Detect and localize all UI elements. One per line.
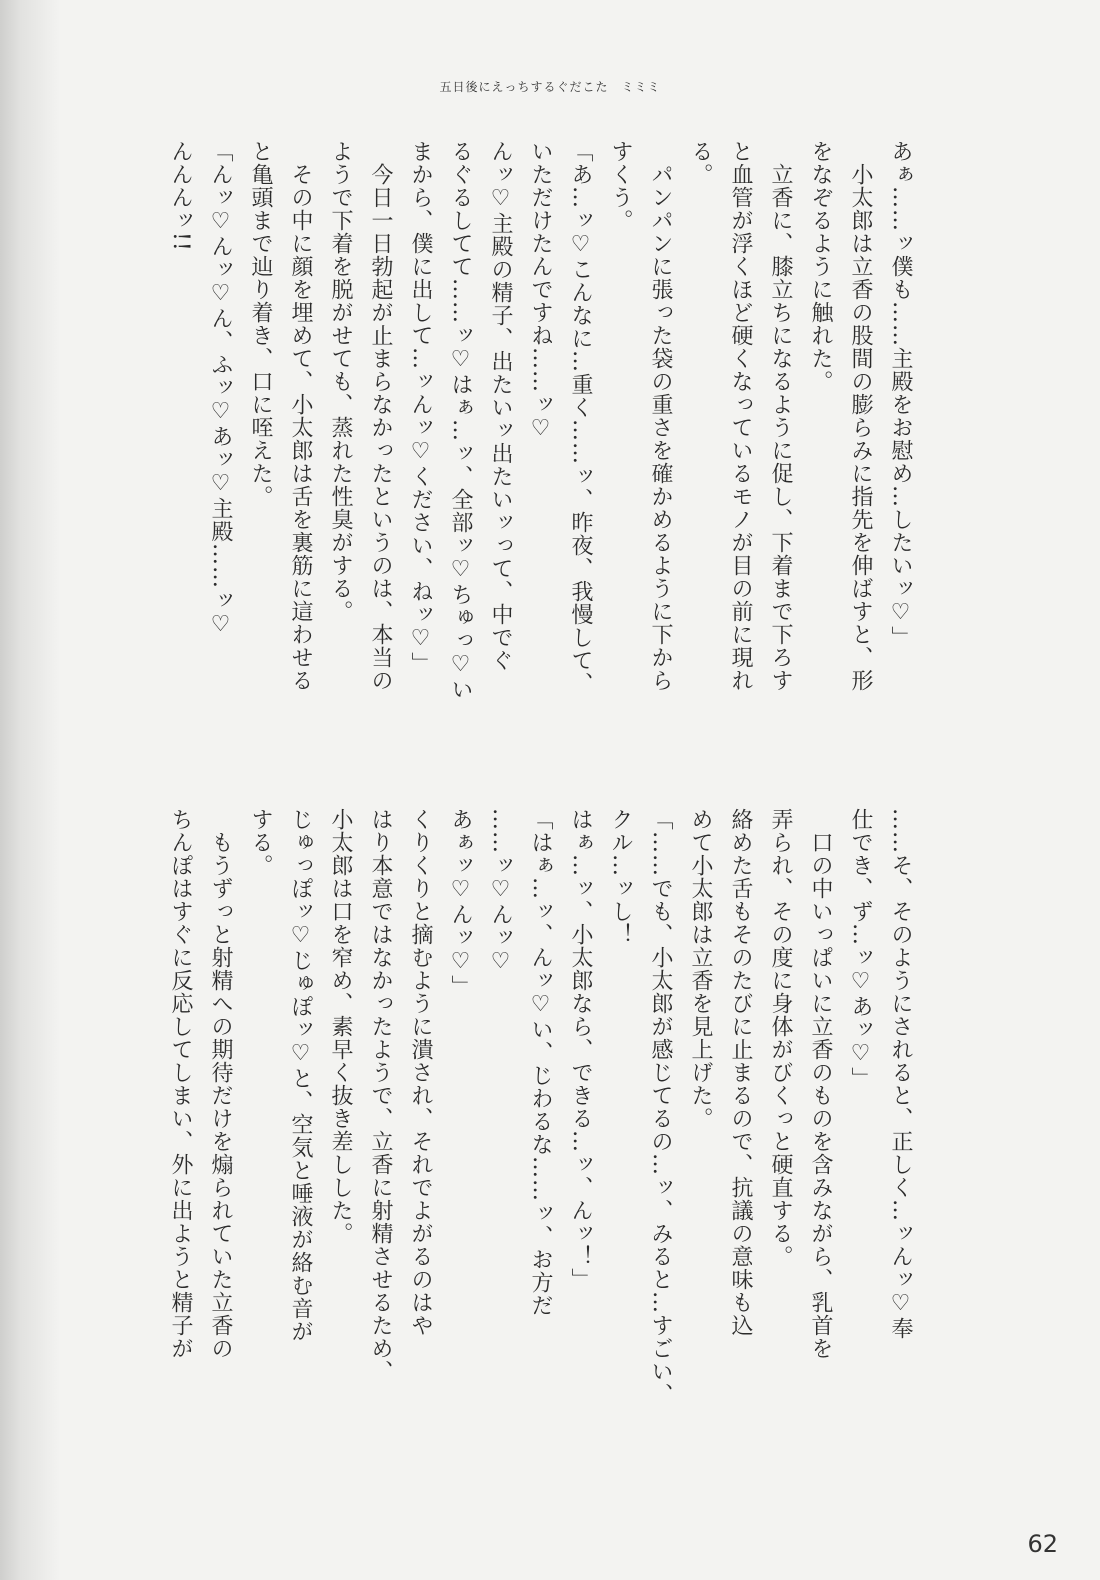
text-line: んッ♡主殿の精子、出たいッ出たいッって、中でぐ: [488, 140, 513, 672]
text-line: る。: [688, 140, 713, 186]
text-line: ようで下着を脱がせても、蒸れた性臭がする。: [328, 140, 353, 623]
binding-gutter-shadow: [0, 0, 60, 1580]
upper-text-block: [120, 140, 920, 760]
text-line: あぁ……ッ僕も……主殿をお慰め…したいッ♡」: [888, 140, 913, 649]
text-line: する。: [248, 808, 273, 877]
text-line: んんんッ!!: [168, 140, 193, 252]
text-line: と亀頭まで辿り着き、口に咥えた。: [248, 140, 273, 508]
text-line: ……そ、そのようにされると、正しく…ッんッ♡奉: [888, 808, 913, 1340]
text-line: はり本意ではなかったようで、立香に射精させるため、: [368, 808, 393, 1383]
text-line: と血管が浮くほど硬くなっているモノが目の前に現れ: [728, 140, 753, 692]
text-line: 「……でも、小太郎が感じてるの…ッ、みると…すごい、: [648, 808, 673, 1406]
text-line: めて小太郎は立香を見上げた。: [688, 808, 713, 1130]
text-line: あぁッ♡んッ♡」: [448, 808, 473, 998]
text-line: 「んッ♡んッ♡ん、ふッ♡あッ♡主殿……ッ♡: [208, 140, 233, 638]
text-line: 「はぁ…ッ、んッ♡い、じわるな……ッ、お方だ: [528, 808, 553, 1317]
text-line: クル…ッし！: [608, 808, 633, 946]
text-line: 立香に、膝立ちになるように促し、下着まで下ろす: [768, 140, 793, 692]
text-line: 「あ…ッ♡こんなに…重く……ッ、昨夜、我慢して、: [568, 140, 593, 695]
text-line: くりくりと摘むように潰され、それでよがるのはや: [408, 808, 433, 1337]
text-line: いただけたんですね……ッ♡: [528, 140, 553, 442]
text-line: 仕でき、ず…ッ♡あッ♡」: [848, 808, 873, 1090]
text-line: もうずっと射精への期待だけを煽られていた立香の: [208, 808, 233, 1360]
text-line: 小太郎は口を窄め、素早く抜き差しした。: [328, 808, 353, 1245]
text-line: 今日一日勃起が止まらなかったというのは、本当の: [368, 140, 393, 692]
text-line: はぁ…ッ、小太郎なら、できる…ッ、んッ！」: [568, 808, 593, 1291]
text-line: その中に顔を埋めて、小太郎は舌を裏筋に這わせる: [288, 140, 313, 692]
text-line: ……ッ♡んッ♡: [488, 808, 513, 975]
page-number: 62: [1027, 1530, 1058, 1558]
text-line: パンパンに張った袋の重さを確かめるように下から: [648, 140, 673, 692]
running-header: 五日後にえっちするぐだこた ミミミ: [439, 80, 661, 94]
text-line: まから、僕に出して…ッんッ♡ください、ねッ♡」: [408, 140, 433, 675]
text-line: すくう。: [608, 140, 633, 232]
text-line: 小太郎は立香の股間の膨らみに指先を伸ばすと、形: [848, 140, 873, 692]
text-line: をなぞるように触れた。: [808, 140, 833, 393]
text-line: 口の中いっぱいに立香のものを含みながら、乳首を: [808, 808, 833, 1360]
text-line: ちんぽはすぐに反応してしまい、外に出ようと精子が: [168, 808, 193, 1360]
text-line: 絡めた舌もそのたびに止まるので、抗議の意味も込: [728, 808, 753, 1337]
text-line: るぐるしてて……ッ♡はぁ…ッ、全部ッ♡ちゅっ♡い: [448, 140, 473, 701]
text-line: じゅっぽッ♡じゅぽッ♡と、空気と唾液が絡む音が: [288, 808, 313, 1343]
text-line: 弄られ、その度に身体がびくっと硬直する。: [768, 808, 793, 1268]
lower-text-block: [120, 808, 920, 1406]
